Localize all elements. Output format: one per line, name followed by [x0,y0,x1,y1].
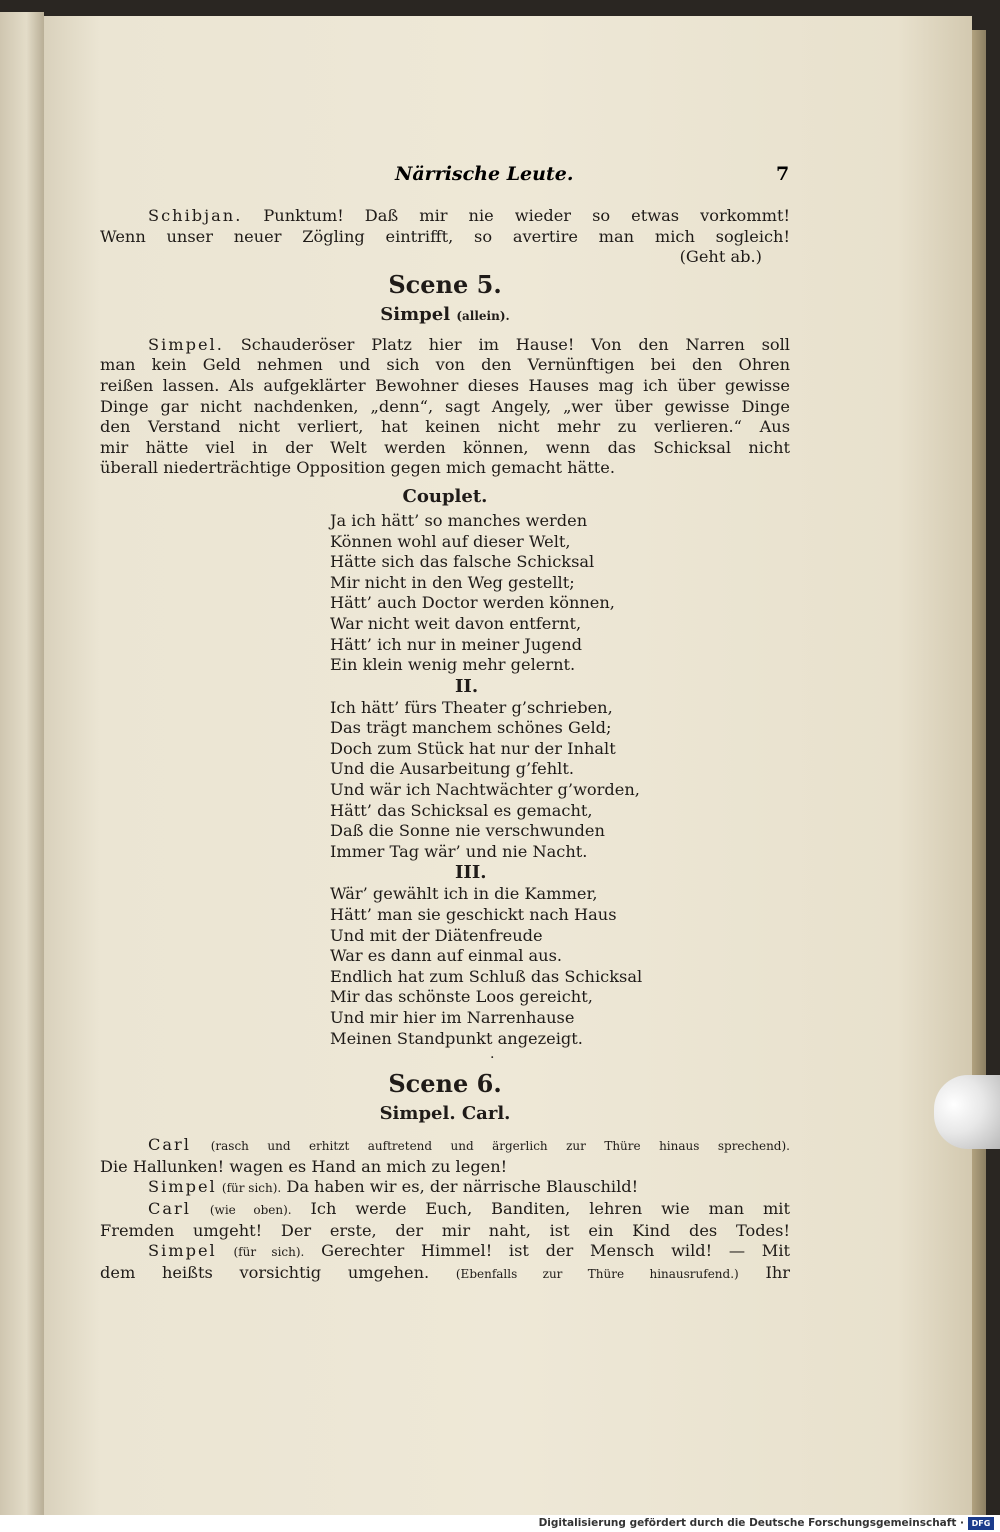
monologue-line: reißen lassen. Als aufgeklärter Bewohner dieses Hauses mag ich über gewisse [100,375,790,395]
monologue-line: mir hätte viel in der Welt werden können, wenn das Schicksal nicht [100,437,790,457]
verse-line: Und die Ausarbeitung g’fehlt. [330,759,574,779]
monologue-line: den Verstand nicht verliert, hat keinen nicht mehr zu verlieren.“ Aus [100,417,790,437]
scene-5-subtitle [100,302,790,329]
verse-line: Ich hätt’ fürs Theater g’schrieben, [330,697,613,717]
monologue-line: man kein Geld nehmen und sich von den Vernünftigen bei den Ohren [100,355,790,375]
dialogue-text: Da haben wir es, der närrische Blauschild! [286,1177,639,1197]
verse-line: Hätt’ ich nur in meiner Jugend [330,634,583,654]
dialogue-line [100,1199,790,1221]
dialogue-text: dem heißts vorsichtig umgehen. [100,1262,430,1282]
dialogue-text: Punktum! Daß mir nie wieder so etwas vorkommt! [263,206,790,225]
verse-line: Meinen Standpunkt angezeigt. [330,1028,583,1048]
dfg-logo-icon: DFG [968,1517,994,1530]
running-head: Närrische Leute. [395,163,574,185]
verse-line: Wär’ gewählt ich in die Kammer, [330,884,598,904]
opening-line-2: Wenn unser neuer Zögling eintrifft, so avertire man mich sogleich! [100,226,790,246]
verse-line: Ein klein wenig mehr gelernt. [330,655,576,675]
dialogue-line [100,1135,790,1157]
speaker-name: Carl [148,1198,191,1218]
verse-line: War es dann auf einmal aus. [330,946,563,966]
funding-notice: Digitalisierung gefördert durch die Deutsche Forschungsgemeinschaft · [538,1517,964,1529]
stage-direction-exit: (Geht ab.) [679,247,762,267]
verse-line: Ja ich hätt’ so manches werden [330,510,588,530]
verse-line: Hätt’ man sie geschickt nach Haus [330,905,617,925]
verse-line: Doch zum Stück hat nur der Inhalt [330,738,616,758]
dialogue-line [100,1263,790,1285]
character-name: Simpel [380,303,451,325]
dialogue-line: Die Hallunken! wagen es Hand an mich zu legen! [100,1156,508,1176]
speaker-name: Simpel. [148,334,224,354]
verse-line: Und wär ich Nachtwächter g’worden, [330,780,640,800]
verse-line: Mir nicht in den Weg gestellt; [330,572,575,592]
page-body [100,160,790,1284]
verse-line: Hätt’ auch Doctor werden können, [330,593,615,613]
monologue-text: Schauderöser Platz hier im Hause! Von den Narren soll [240,334,790,354]
verse-number: II. [455,675,479,697]
dialogue-line [100,1177,790,1199]
scene-5-title: Scene 5. [388,269,502,299]
dialogue-line [100,1241,790,1263]
page-marker-tab [934,1075,1000,1149]
speaker-name: Simpel [148,1241,217,1261]
stage-direction: (Ebenfalls zur Thüre hinausrufend.) [455,1266,739,1281]
verse-line: Können wohl auf dieser Welt, [330,531,571,551]
dialogue-text: Gerechter Himmel! ist der Mensch wild! — Mit [321,1241,790,1261]
section-dot: . [490,1046,495,1063]
monologue-line [100,335,790,356]
dialogue-line: Fremden umgeht! Der erste, der mir naht, ist ein Kind des Todes! [100,1220,790,1240]
monologue-line: überall niederträchtige Opposition gegen mich gemacht hätte. [100,458,616,478]
dialogue-text: Ich werde Euch, Banditen, lehren wie man mit [310,1198,790,1218]
verse-line: Immer Tag wär’ und nie Nacht. [330,841,588,861]
facing-page-edge [0,12,44,1515]
stage-direction: (für sich). [233,1245,305,1260]
verse-line: Daß die Sonne nie verschwunden [330,821,605,841]
verse-line: Hätte sich das falsche Schicksal [330,552,595,572]
verse-line: Das trägt manchem schönes Geld; [330,718,612,738]
speaker-name: Schibjan. [148,206,243,225]
speaker-name: Carl [148,1135,191,1155]
page-number: 7 [776,163,790,185]
stage-direction: (wie oben). [209,1202,292,1217]
stage-direction: (rasch und erhitzt auftretend und ärgerlich zur Thüre hinaus sprechend). [210,1139,790,1154]
scene-6-title: Scene 6. [388,1069,502,1099]
speaker-name: Simpel [148,1177,217,1197]
opening-line-1 [100,206,790,227]
verse-line: Endlich hat zum Schluß das Schicksal [330,966,643,986]
dialogue-text: Ihr [765,1262,790,1282]
verse-number: III. [455,862,487,884]
monologue-line: Dinge gar nicht nachdenken, „denn“, sagt Angely, „wer über gewisse Dinge [100,396,790,416]
verse-line: Und mit der Diätenfreude [330,925,543,945]
verse-line: Mir das schönste Loos gereicht, [330,987,593,1007]
stage-direction: (allein). [456,308,510,323]
stage-direction: (für sich). [221,1181,282,1196]
verse-line: Hätt’ das Schicksal es gemacht, [330,800,593,820]
verse-line: War nicht weit davon entfernt, [330,613,582,633]
verse-line: Und mir hier im Narrenhause [330,1008,575,1027]
scene-6-subtitle: Simpel. Carl. [379,1103,511,1125]
couplet-title: Couplet. [402,485,488,507]
